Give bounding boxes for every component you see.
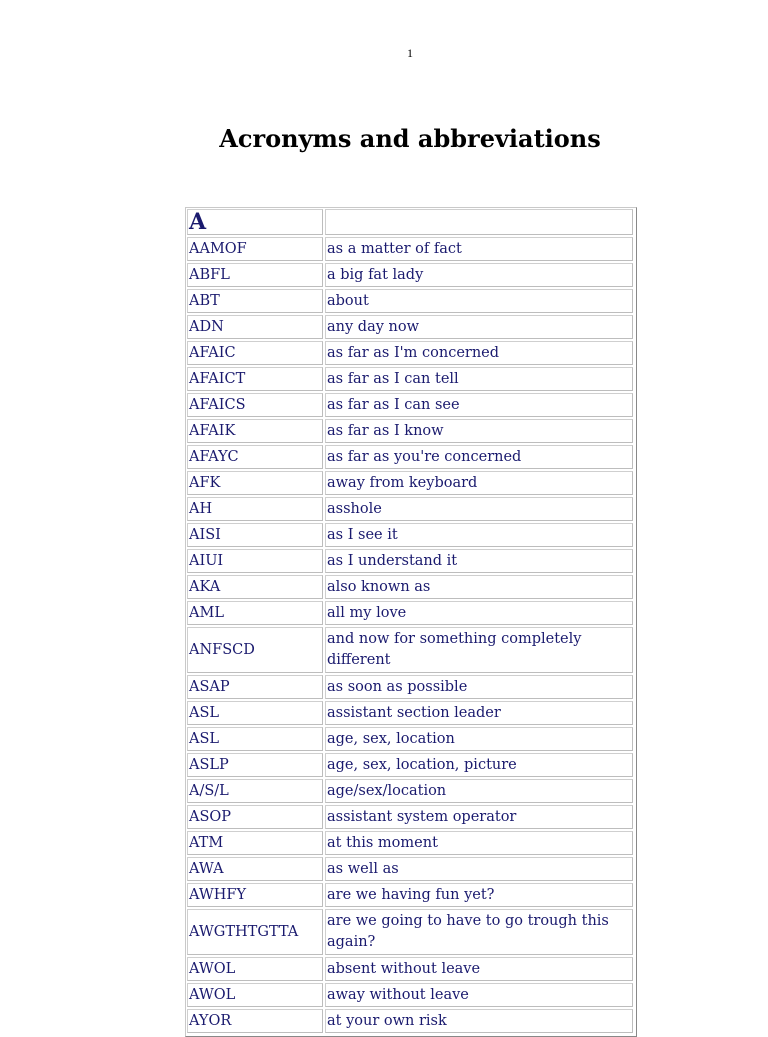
- table-row: [187, 575, 635, 599]
- meaning-cell: as far as I'm concerned: [325, 341, 633, 365]
- acronym-cell: AFAICT: [187, 367, 323, 391]
- acronym-cell: ABFL: [187, 263, 323, 287]
- section-header-row: [187, 209, 635, 235]
- meaning-cell: absent without leave: [325, 957, 633, 981]
- table-row: [187, 727, 635, 751]
- acronym-cell: AML: [187, 601, 323, 625]
- meaning-cell: away from keyboard: [325, 471, 633, 495]
- table-row: [187, 957, 635, 981]
- acronym-cell: ATM: [187, 831, 323, 855]
- page-title: Acronyms and abbreviations: [219, 124, 601, 153]
- section-header-empty-cell: [325, 209, 633, 235]
- acronym-cell: ANFSCD: [187, 627, 323, 673]
- meaning-cell: as I see it: [325, 523, 633, 547]
- acronym-cell: ADN: [187, 315, 323, 339]
- meaning-cell: as a matter of fact: [325, 237, 633, 261]
- meaning-cell: a big fat lady: [325, 263, 633, 287]
- acronym-cell: AWHFY: [187, 883, 323, 907]
- meaning-cell: as well as: [325, 857, 633, 881]
- table-row: [187, 831, 635, 855]
- acronym-cell: AFAYC: [187, 445, 323, 469]
- acronym-cell: AISI: [187, 523, 323, 547]
- table-row: [187, 237, 635, 261]
- table-row: [187, 341, 635, 365]
- table-row: [187, 701, 635, 725]
- meaning-cell: away without leave: [325, 983, 633, 1007]
- table-row: [187, 289, 635, 313]
- meaning-cell: assistant section leader: [325, 701, 633, 725]
- meaning-cell: assistant system operator: [325, 805, 633, 829]
- table-row: [187, 883, 635, 907]
- table-row: [187, 497, 635, 521]
- meaning-cell: at this moment: [325, 831, 633, 855]
- meaning-cell: any day now: [325, 315, 633, 339]
- section-letter: A: [187, 209, 323, 235]
- acronym-cell: AWGTHTGTTA: [187, 909, 323, 955]
- table-row: [187, 367, 635, 391]
- meaning-cell: age/sex/location: [325, 779, 633, 803]
- meaning-cell: as far as I can see: [325, 393, 633, 417]
- acronym-cell: AFK: [187, 471, 323, 495]
- table-row: [187, 471, 635, 495]
- table-row: [187, 779, 635, 803]
- acronym-cell: A/S/L: [187, 779, 323, 803]
- table-row: [187, 601, 635, 625]
- meaning-cell: as soon as possible: [325, 675, 633, 699]
- table-row: [187, 805, 635, 829]
- acronym-table: [185, 207, 637, 1037]
- meaning-cell: about: [325, 289, 633, 313]
- acronym-cell: ASL: [187, 727, 323, 751]
- acronym-cell: AIUI: [187, 549, 323, 573]
- table-row: [187, 445, 635, 469]
- table-row: [187, 315, 635, 339]
- acronym-cell: AAMOF: [187, 237, 323, 261]
- meaning-cell: as I understand it: [325, 549, 633, 573]
- acronym-cell: AKA: [187, 575, 323, 599]
- acronym-cell: AYOR: [187, 1009, 323, 1033]
- acronym-cell: ASAP: [187, 675, 323, 699]
- meaning-cell: at your own risk: [325, 1009, 633, 1033]
- acronym-cell: AWA: [187, 857, 323, 881]
- table-row: [187, 1009, 635, 1033]
- table-row: [187, 909, 635, 955]
- table-row: [187, 549, 635, 573]
- table-row: [187, 263, 635, 287]
- acronym-cell: AH: [187, 497, 323, 521]
- page-number: 1: [407, 46, 413, 60]
- meaning-cell: all my love: [325, 601, 633, 625]
- table-row: [187, 675, 635, 699]
- meaning-cell: and now for something completely different: [325, 627, 633, 673]
- meaning-cell: are we having fun yet?: [325, 883, 633, 907]
- meaning-cell: as far as I know: [325, 419, 633, 443]
- meaning-cell: as far as I can tell: [325, 367, 633, 391]
- table-body: [187, 237, 635, 1033]
- table-row: [187, 753, 635, 777]
- meaning-cell: also known as: [325, 575, 633, 599]
- acronym-cell: ASLP: [187, 753, 323, 777]
- meaning-cell: age, sex, location, picture: [325, 753, 633, 777]
- acronym-cell: ASL: [187, 701, 323, 725]
- table-row: [187, 419, 635, 443]
- meaning-cell: asshole: [325, 497, 633, 521]
- table-row: [187, 983, 635, 1007]
- acronym-cell: AFAIK: [187, 419, 323, 443]
- table-row: [187, 857, 635, 881]
- table-row: [187, 627, 635, 673]
- meaning-cell: as far as you're concerned: [325, 445, 633, 469]
- acronym-cell: ABT: [187, 289, 323, 313]
- acronym-cell: AWOL: [187, 983, 323, 1007]
- acronym-cell: AWOL: [187, 957, 323, 981]
- acronym-cell: ASOP: [187, 805, 323, 829]
- table-row: [187, 393, 635, 417]
- table-row: [187, 523, 635, 547]
- acronym-cell: AFAIC: [187, 341, 323, 365]
- acronym-cell: AFAICS: [187, 393, 323, 417]
- meaning-cell: age, sex, location: [325, 727, 633, 751]
- meaning-cell: are we going to have to go trough this again?: [325, 909, 633, 955]
